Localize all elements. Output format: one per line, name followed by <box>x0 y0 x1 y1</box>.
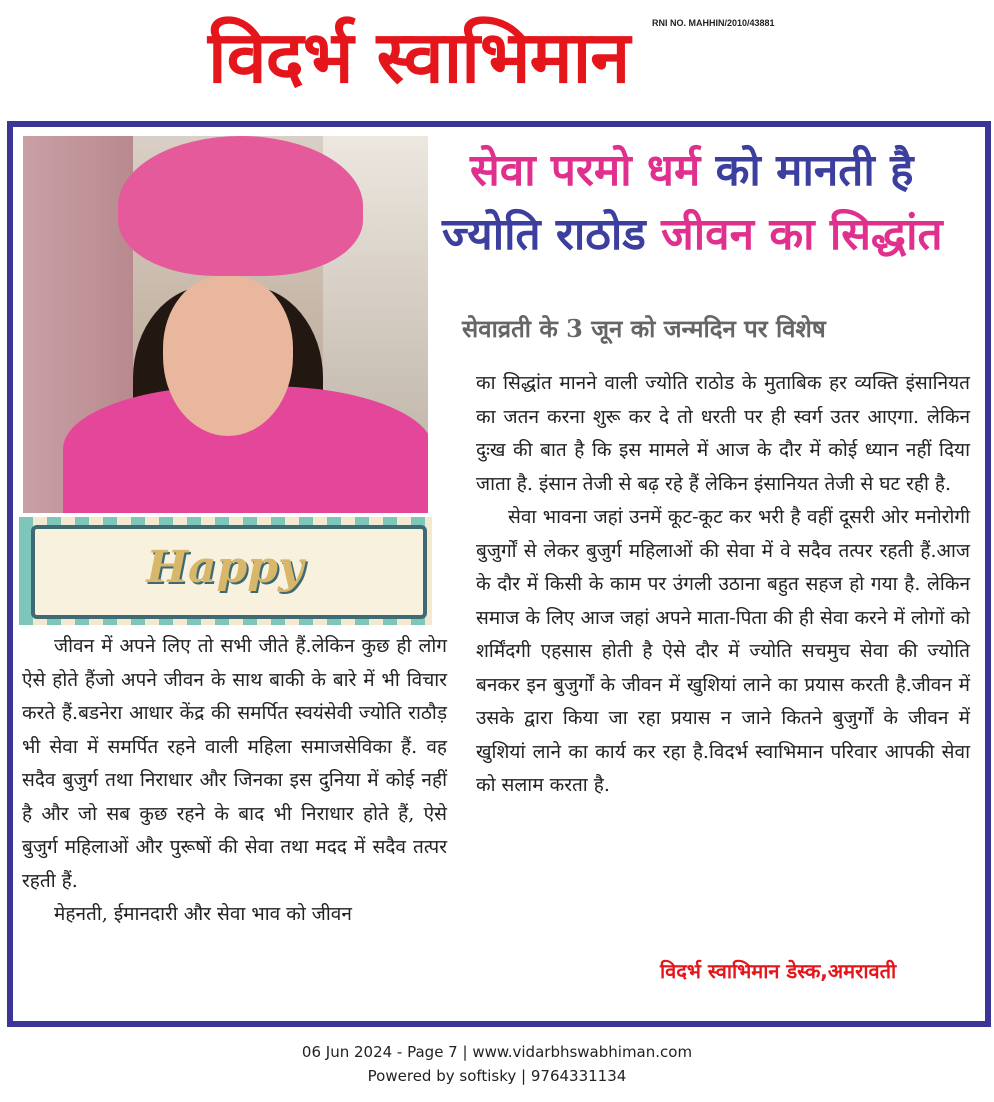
article-paragraph: जीवन में अपने लिए तो सभी जीते हैं.लेकिन कुछ ही लोग ऐसे होते हैंजो अपने जीवन के साथ बाकी के बारे में भी विचार करते हैं.बडनेरा आधार केंद्र की समर्पित स्वयंसेवी ज्योति राठौड़ भी सेवा में समर्पित रहने वाली महिला समाजसेविका हैं. वह सदैव बुजुर्ग तथा निराधार और जिनका इस दुनिया में कोई नहीं है और जो सब कुछ रहने के बाद भी निराधार होते हैं, ऐसे बुजुर्ग महिलाओं और पुरूषों की सेवा तथा मदद में सदैव तत्पर रहती हैं. <box>22 635 447 892</box>
article-left-column <box>22 630 447 932</box>
article-paragraph-continued: का सिद्धांत मानने वाली ज्योति राठोड के मुताबिक हर व्यक्ति इंसानियत का जतन करना शुरू कर दे तो धरती पर ही स्वर्ग उतर आएगा. लेकिन दुःख की बात है कि इस मामले में आज के दौर में कोई ध्यान नहीं दिया जाता है. इंसान तेजी से बढ़ रहे हैं लेकिन इंसानियत तेजी से घट रही है. <box>476 372 970 495</box>
footer-date-page-url: 06 Jun 2024 - Page 7 | www.vidarbhswabhiman.com <box>301 1043 693 1061</box>
subheadline: सेवाव्रती के 3 जून को जन्मदिन पर विशेष <box>462 314 826 343</box>
headline-line-1-pink: सेवा परमो धर्म <box>470 145 701 196</box>
headline-line-1-blue: को मानती है <box>715 145 914 196</box>
article-paragraph: मेहनती, ईमानदारी और सेवा भाव को जीवन <box>54 903 352 925</box>
newspaper-logo: विदर्भ स्वाभिमान <box>208 14 630 99</box>
birthday-banner-text: Happy <box>146 542 304 593</box>
article-right-column <box>476 367 970 803</box>
photo-pink-turban <box>118 136 363 276</box>
article-paragraph: सेवा भावना जहां उनमें कूट-कूट कर भरी है वहीं दूसरी ओर मनोरोगी बुजुर्गों से लेकर बुजुर्ग महिलाओं की सेवा में वे सदैव तत्पर रहती हैं.आज के दौर में किसी के काम पर उंगली उठाना बहुत सहज हो गया है. लेकिन समाज के लिए आज जहां अपने माता-पिता की ही सेवा करने में लोगों को शर्मिंदगी एहसास होती है ऐसे दौर में ज्योति सचमुच सेवा की ज्योति बनकर इन बुजुर्गों के जीवन में खुशियां लाने का प्रयास करती है.जीवन में उसके द्वारा किया जा रहा प्रयास न जाने कितने बुजुर्गों के जीवन में खुशियां लाने का कार्य कर रहा है.विदर्भ स्वाभिमान परिवार आपकी सेवा को सलाम करता है. <box>476 506 970 796</box>
masthead <box>0 0 994 118</box>
headline-line-2-pink: जीवन का सिद्धांत <box>661 209 943 260</box>
footer-powered-by: Powered by softisky | 9764331134 <box>367 1067 627 1085</box>
headline-line-2 <box>442 204 943 266</box>
birthday-banner-image <box>19 517 432 625</box>
photo-face <box>163 276 293 436</box>
headline-line-1 <box>470 140 913 202</box>
rni-number: RNI NO. MAHHIN/2010/43881 <box>652 18 775 28</box>
byline: विदर्भ स्वाभिमान डेस्क,अमरावती <box>660 959 897 983</box>
portrait-photo <box>23 136 428 513</box>
headline-line-2-blue: ज्योति राठोड <box>442 209 646 260</box>
page-footer <box>0 1040 994 1088</box>
